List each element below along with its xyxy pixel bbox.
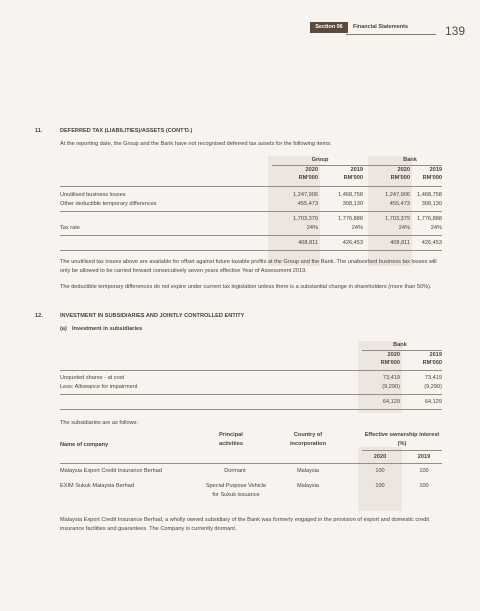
col-2019-group: 2019	[350, 167, 363, 173]
bank-label: Bank	[403, 157, 417, 163]
cell: 73,419	[424, 375, 442, 381]
col-own-2019: 2019	[417, 454, 431, 460]
note-11-number: 11.	[35, 128, 43, 134]
table-rule	[60, 235, 442, 236]
taxrate-label: Tax rate	[60, 225, 80, 231]
table-rule	[60, 186, 442, 187]
note-11-paragraph-2: The deductible temporary differences do not expire under current tax legislation unless there is a substantial change in shareholders (more than 50%).	[60, 284, 432, 290]
col-principal-activities: Principal activities	[219, 432, 243, 447]
col-country: Country of incorporation	[289, 432, 327, 447]
page-number: 139	[445, 24, 466, 38]
table-rule	[60, 370, 442, 371]
table-row-country: Malaysia	[296, 468, 320, 474]
taxrate-cell: 24%	[351, 225, 363, 231]
table-row-activity: Dormant	[224, 468, 246, 474]
note-11-paragraph-1: The unutilised tax losses above are available for offset against future taxable profits at the Group and the Bank. The unabsorbed business tax losses will only be allowed to be carried forward consecutively seven years effective Year of Assessment 2019.	[60, 259, 437, 274]
cell: (9,290)	[382, 384, 400, 390]
note-12-paragraph: Malaysia Export Credit Insurance Berhad, a wholly owned subsidiary of the Bank was formerly engaged in the provision of export and domestic credit insurance facilities and guarantees. The Company is currently dormant.	[60, 517, 430, 532]
sub-label: (a)	[60, 326, 67, 332]
row-label: Unutilised business losses	[60, 192, 126, 198]
table-rule	[60, 250, 442, 251]
col-name-company: Name of company	[60, 442, 109, 448]
header-divider	[346, 34, 436, 35]
total-cell: 408,811	[390, 240, 410, 246]
table-row-name: EXIM Sukuk Malaysia Berhad	[60, 483, 134, 489]
table-row-country: Malaysia	[296, 483, 320, 489]
subtotal-cell: 1,776,888	[338, 216, 363, 222]
table-rule	[60, 394, 442, 395]
col-2020-bank: 2020	[397, 167, 410, 173]
ownership-rule	[362, 450, 442, 451]
cell: 1,247,906	[293, 192, 318, 198]
unit-bank-2020: RM'000	[390, 175, 410, 181]
cell: 308,130	[421, 201, 442, 207]
taxrate-cell: 24%	[398, 225, 410, 231]
table-row-2020: 100	[375, 468, 385, 474]
row-label: Less: Allowance for impairment	[60, 384, 138, 390]
section-title: Financial Statements	[353, 24, 409, 30]
col-ownership: Effective ownership interest (%)	[364, 432, 440, 447]
taxrate-cell: 24%	[430, 225, 442, 231]
subs-intro: The subsidiaries are as follows:	[60, 420, 139, 426]
note-11-title: DEFERRED TAX (LIABILITIES)/ASSETS (CONT'D.)	[60, 128, 193, 134]
taxrate-cell: 24%	[306, 225, 318, 231]
col-2019: 2019	[429, 352, 442, 358]
total-cell: 64,129	[424, 399, 442, 405]
table-row-2020: 100	[375, 483, 385, 489]
note-12-number: 12.	[35, 313, 43, 319]
table-row-activity: Special Purpose Vehicle for Sukuk issuance	[205, 483, 267, 498]
subtotal-cell: 1,703,379	[385, 216, 410, 222]
table-row-2019: 100	[419, 483, 429, 489]
sub-title: Investment in subsidiaries	[72, 326, 143, 332]
unit-bank-2019: RM'000	[422, 175, 442, 181]
note-11-intro: At the reporting date, the Group and the Bank have not recognised deferred tax assets for the following items:	[60, 141, 332, 147]
table-rule	[60, 211, 442, 212]
row-label: Unquoted shares - at cost	[60, 375, 125, 381]
subtotal-cell: 1,776,888	[417, 216, 442, 222]
note-12-title: INVESTMENT IN SUBSIDIARIES AND JOINTLY CONTROLLED ENTITY	[60, 313, 245, 319]
total-cell: 408,811	[298, 240, 318, 246]
cell: 455,473	[297, 201, 318, 207]
total-cell: 426,453	[421, 240, 442, 246]
cell: (9,290)	[424, 384, 442, 390]
total-cell: 426,453	[342, 240, 363, 246]
bank-label: Bank	[393, 342, 407, 348]
col-2019-bank: 2019	[429, 167, 442, 173]
table-rule	[60, 409, 442, 410]
total-cell: 64,129	[382, 399, 400, 405]
col-2020: 2020	[387, 352, 400, 358]
group-label: Group	[311, 157, 329, 163]
subtotal-cell: 1,703,379	[293, 216, 318, 222]
unit-2020: RM'000	[380, 360, 400, 366]
unit-group-2020: RM'000	[298, 175, 318, 181]
cell: 455,473	[389, 201, 410, 207]
unit-2019: RM'000	[422, 360, 442, 366]
table-rule	[60, 463, 442, 464]
table-row-2019: 100	[419, 468, 429, 474]
row-label: Other deductible temporary differences	[60, 201, 157, 207]
col-2020-group: 2020	[305, 167, 318, 173]
cell: 308,130	[342, 201, 363, 207]
section-badge: Section 06	[310, 22, 348, 33]
unit-group-2019: RM'000	[343, 175, 363, 181]
table-row-name: Malaysia Export Credit Insurance Berhad	[60, 468, 162, 474]
col-own-2020: 2020	[373, 454, 387, 460]
cell: 1,247,906	[385, 192, 410, 198]
cell: 73,419	[382, 375, 400, 381]
cell: 1,468,758	[338, 192, 363, 198]
cell: 1,468,758	[417, 192, 442, 198]
